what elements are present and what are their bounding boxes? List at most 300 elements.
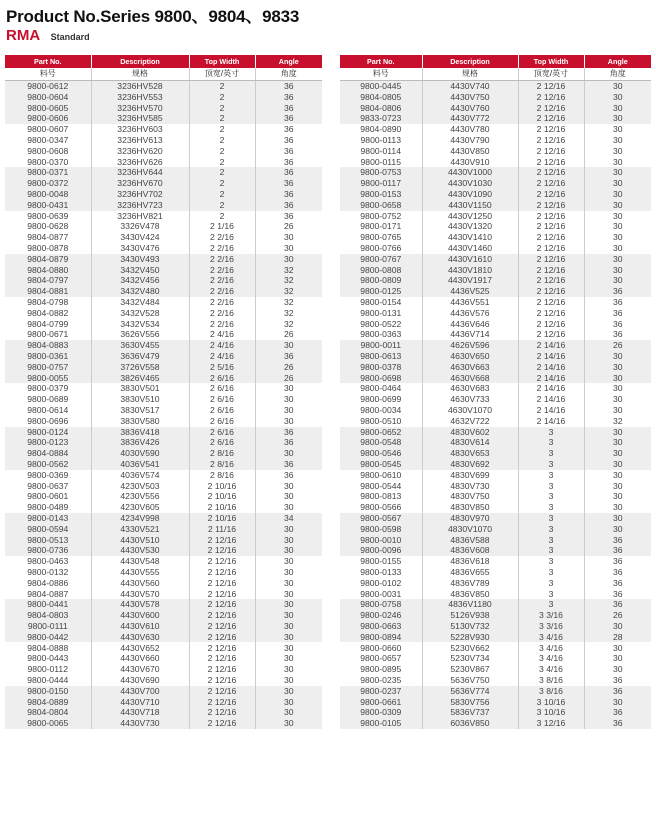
part-no-cell: 9800-0114 (340, 146, 422, 157)
table-row (5, 696, 322, 707)
top-width-cell: 2 (189, 135, 255, 146)
description-cell: 3430V493 (91, 254, 189, 265)
top-width-cell: 2 (189, 157, 255, 168)
table-row (5, 92, 322, 103)
part-no-cell: 9800-0548 (340, 437, 422, 448)
description-cell: 5230V734 (422, 653, 518, 664)
description-cell: 3236HV570 (91, 103, 189, 114)
description-cell: 3836V426 (91, 437, 189, 448)
part-no-cell: 9800-0894 (340, 632, 422, 643)
part-no-cell: 9800-0133 (340, 567, 422, 578)
table-row (340, 642, 651, 653)
col-subheader-angle: 角度 (255, 68, 322, 81)
spec-table-right (340, 55, 651, 729)
description-cell: 4436V551 (422, 297, 518, 308)
part-no-cell: 9800-0545 (340, 459, 422, 470)
part-no-cell: 9800-0628 (5, 221, 91, 232)
angle-cell: 26 (283, 221, 294, 232)
angle-cell: 30 (255, 621, 322, 632)
description-cell: 4430V600 (91, 610, 189, 621)
description-cell: 4430V1610 (422, 254, 518, 265)
angle-cell: 30 (283, 243, 294, 254)
col-subheader-part-no: 料号 (340, 68, 422, 81)
description-cell: 4430V710 (91, 696, 189, 707)
top-width-cell: 2 12/16 (189, 545, 255, 556)
top-width-cell: 3 (518, 513, 584, 524)
table-row (340, 254, 651, 265)
part-no-cell: 9800-0112 (5, 664, 91, 675)
part-no-cell: 9800-0102 (340, 578, 422, 589)
description-cell: 4430V718 (91, 707, 189, 718)
angle-cell: 36 (283, 145, 294, 156)
description-cell: 3830V580 (91, 416, 189, 427)
table-row (340, 243, 651, 254)
top-width-cell: 2 (189, 211, 255, 222)
part-no-cell: 9800-0441 (5, 599, 91, 610)
description-cell: 4630V1070 (422, 405, 518, 416)
table-row (340, 221, 651, 232)
part-no-cell: 9800-0105 (340, 718, 422, 729)
table-row (340, 113, 651, 124)
top-width-cell: 2 6/16 (189, 394, 255, 405)
angle-cell: 30 (584, 103, 651, 114)
table-row (5, 513, 322, 524)
top-width-cell: 3 8/16 (518, 686, 584, 697)
top-width-cell: 3 4/16 (518, 642, 584, 653)
description-cell: 4430V555 (91, 567, 189, 578)
top-width-cell: 2 6/16 (189, 383, 255, 394)
angle-cell: 30 (584, 92, 651, 103)
top-width-cell: 2 12/16 (189, 653, 255, 664)
description-cell: 5836V737 (422, 707, 518, 718)
angle-cell: 30 (255, 599, 322, 610)
part-no-cell: 9804-0798 (5, 297, 91, 308)
top-width-cell: 3 (518, 427, 584, 438)
top-width-cell: 2 12/16 (189, 696, 255, 707)
part-no-cell: 9800-0113 (340, 135, 422, 146)
part-no-cell: 9800-0464 (340, 383, 422, 394)
angle-cell: 32 (283, 307, 294, 318)
top-width-cell: 2 8/16 (189, 459, 255, 470)
angle-cell: 30 (255, 448, 322, 459)
description-cell: 4630V668 (422, 373, 518, 384)
top-width-cell: 2 (189, 167, 255, 178)
table-row (340, 470, 651, 481)
table-row (340, 167, 651, 178)
table-row (5, 373, 322, 384)
angle-cell: 30 (283, 556, 294, 567)
part-no-cell: 9800-0431 (5, 200, 91, 211)
description-cell: 4830V850 (422, 502, 518, 513)
description-cell: 4230V503 (91, 480, 189, 491)
description-cell: 4430V1810 (422, 265, 518, 276)
top-width-cell: 3 (518, 491, 584, 502)
description-cell: 4836V618 (422, 556, 518, 567)
description-cell: 3432V450 (91, 265, 189, 276)
angle-cell: 36 (255, 103, 322, 114)
angle-cell: 30 (584, 351, 651, 362)
part-no-cell: 9804-0803 (5, 610, 91, 621)
table-row (5, 707, 322, 718)
part-no-cell: 9800-0444 (5, 675, 91, 686)
description-cell: 3236HV723 (91, 200, 189, 211)
table-row (340, 599, 651, 610)
description-cell: 4230V605 (91, 502, 189, 513)
table-row (5, 448, 322, 459)
part-no-cell: 9800-0661 (340, 696, 422, 707)
description-cell: 4836V1180 (422, 599, 518, 610)
top-width-cell: 3 10/16 (518, 707, 584, 718)
table-row (340, 146, 651, 157)
description-cell: 4430V730 (91, 718, 189, 729)
description-cell: 3236HV553 (91, 92, 189, 103)
angle-cell: 26 (255, 373, 322, 384)
table-row (5, 351, 322, 362)
table-row (5, 686, 322, 697)
angle-cell: 36 (584, 599, 651, 610)
table-row (5, 416, 322, 427)
angle-cell: 30 (255, 254, 322, 265)
angle-cell: 30 (584, 254, 651, 265)
part-no-cell: 9800-0671 (5, 329, 91, 340)
table-row (5, 124, 322, 135)
top-width-cell: 2 (189, 189, 255, 200)
part-no-cell: 9800-0566 (340, 502, 422, 513)
table-row (5, 254, 322, 265)
angle-cell: 36 (255, 351, 322, 362)
part-no-cell: 9800-0055 (5, 373, 91, 384)
part-no-cell: 9800-0489 (5, 502, 91, 513)
col-header-top-width: Top Width (189, 55, 255, 68)
description-cell: 5230V662 (422, 642, 518, 653)
part-no-cell: 9804-0797 (5, 275, 91, 286)
top-width-cell: 2 12/16 (518, 265, 584, 276)
table-row (5, 275, 322, 286)
description-cell: 4430V652 (91, 642, 189, 653)
description-cell: 4430V530 (91, 545, 189, 556)
table-row (340, 556, 651, 567)
part-no-cell: 9800-0235 (340, 675, 422, 686)
part-no-cell: 9800-0544 (340, 480, 422, 491)
part-no-cell: 9800-0522 (340, 319, 422, 330)
table-row (5, 588, 322, 599)
top-width-cell: 2 2/16 (189, 254, 255, 265)
top-width-cell: 2 (189, 200, 255, 211)
table-body-left (5, 81, 322, 729)
table-row (5, 178, 322, 189)
top-width-cell: 3 3/16 (518, 621, 584, 632)
top-width-cell: 2 12/16 (189, 642, 255, 653)
table-row (5, 243, 322, 254)
standard-label: Standard (50, 32, 90, 42)
angle-cell: 30 (584, 696, 651, 707)
top-width-cell: 2 10/16 (189, 513, 255, 524)
part-no-cell: 9800-0736 (5, 545, 91, 556)
table-row (5, 405, 322, 416)
top-width-cell: 2 12/16 (189, 567, 255, 578)
part-no-cell: 9800-0765 (340, 232, 422, 243)
part-no-cell: 9800-0155 (340, 556, 422, 567)
part-no-cell: 9800-0698 (340, 373, 422, 384)
angle-cell: 36 (612, 297, 623, 308)
part-no-cell: 9800-0598 (340, 524, 422, 535)
top-width-cell: 3 (518, 448, 584, 459)
table-row (340, 351, 651, 362)
description-cell: 4430V630 (91, 632, 189, 643)
part-no-cell: 9800-0443 (5, 653, 91, 664)
top-width-cell: 2 (189, 92, 255, 103)
description-cell: 4430V910 (422, 157, 518, 168)
angle-cell: 30 (255, 696, 322, 707)
angle-cell: 30 (612, 124, 623, 135)
top-width-cell: 2 10/16 (189, 480, 255, 491)
angle-cell: 32 (612, 415, 623, 426)
part-no-cell: 9800-0594 (5, 524, 91, 535)
description-cell: 4430V578 (91, 599, 189, 610)
table-row (5, 265, 322, 276)
part-no-cell: 9800-0371 (5, 167, 91, 178)
part-no-cell: 9800-0031 (340, 588, 422, 599)
table-row (340, 459, 651, 470)
top-width-cell: 2 12/16 (518, 254, 584, 265)
table-row (5, 211, 322, 222)
description-cell: 3236HV626 (91, 157, 189, 168)
description-cell: 3236HV585 (91, 113, 189, 124)
top-width-cell: 2 2/16 (189, 232, 255, 243)
description-cell: 4830V692 (422, 459, 518, 470)
description-cell: 4430V510 (91, 534, 189, 545)
top-width-cell: 2 12/16 (189, 588, 255, 599)
angle-cell: 36 (612, 556, 623, 567)
angle-cell: 30 (584, 113, 651, 124)
description-cell: 3236HV702 (91, 189, 189, 200)
table-row (340, 319, 651, 330)
description-cell: 4030V590 (91, 448, 189, 459)
description-cell: 5636V750 (422, 675, 518, 686)
top-width-cell: 2 (189, 103, 255, 114)
table-row (5, 308, 322, 319)
top-width-cell: 2 (189, 81, 255, 92)
description-cell: 5636V774 (422, 686, 518, 697)
table-row (340, 211, 651, 222)
angle-cell: 36 (584, 286, 651, 297)
part-no-cell: 9800-0567 (340, 513, 422, 524)
table-row (5, 200, 322, 211)
description-cell: 4626V596 (422, 340, 518, 351)
table-row (340, 437, 651, 448)
table-row (340, 632, 651, 643)
col-subheader-description: 规格 (91, 68, 189, 81)
part-no-cell: 9800-0658 (340, 200, 422, 211)
col-header-part-no: Part No. (340, 55, 422, 68)
table-row (340, 297, 651, 308)
angle-cell: 36 (612, 577, 623, 588)
table-row (5, 189, 322, 200)
part-no-cell: 9800-0767 (340, 254, 422, 265)
description-cell: 3430V476 (91, 243, 189, 254)
part-no-cell: 9800-0604 (5, 92, 91, 103)
angle-cell: 36 (612, 566, 623, 577)
description-cell: 3236HV528 (91, 81, 189, 92)
description-cell: 5130V732 (422, 621, 518, 632)
table-row (5, 480, 322, 491)
table-row (340, 308, 651, 319)
col-subheader-description: 规格 (422, 68, 518, 81)
description-cell: 3826V465 (91, 373, 189, 384)
description-cell: 4430V772 (422, 113, 518, 124)
part-no-cell: 9800-0699 (340, 394, 422, 405)
top-width-cell: 3 (518, 502, 584, 513)
top-width-cell: 3 8/16 (518, 675, 584, 686)
angle-cell: 30 (283, 491, 294, 502)
table-row (340, 340, 651, 351)
table-row (340, 200, 651, 211)
top-width-cell: 2 4/16 (189, 351, 255, 362)
angle-cell: 30 (612, 664, 623, 675)
description-cell: 4430V670 (91, 664, 189, 675)
top-width-cell: 2 12/16 (518, 211, 584, 222)
angle-cell: 30 (255, 707, 322, 718)
part-no-cell: 9800-0123 (5, 437, 91, 448)
angle-cell: 36 (255, 189, 322, 200)
top-width-cell: 3 (518, 470, 584, 481)
top-width-cell: 2 14/16 (518, 383, 584, 394)
top-width-cell: 2 12/16 (518, 189, 584, 200)
angle-cell: 30 (612, 243, 623, 254)
table-row (5, 113, 322, 124)
description-cell: 4836V588 (422, 534, 518, 545)
top-width-cell: 2 12/16 (189, 556, 255, 567)
part-no-cell: 9800-0246 (340, 610, 422, 621)
angle-cell: 36 (584, 545, 651, 556)
angle-cell: 30 (612, 135, 623, 146)
description-cell: 4630V733 (422, 394, 518, 405)
angle-cell: 36 (283, 135, 294, 146)
angle-cell: 36 (584, 534, 651, 545)
description-cell: 3630V455 (91, 340, 189, 351)
col-subheader-top-width: 顶宽/英寸 (518, 68, 584, 81)
top-width-cell: 3 (518, 567, 584, 578)
description-cell: 4036V541 (91, 459, 189, 470)
part-no-cell: 9800-0639 (5, 211, 91, 222)
top-width-cell: 2 1/16 (189, 221, 255, 232)
top-width-cell: 2 12/16 (518, 232, 584, 243)
top-width-cell: 2 12/16 (518, 178, 584, 189)
part-no-cell: 9800-0117 (340, 178, 422, 189)
col-header-description: Description (91, 55, 189, 68)
description-cell: 4430V1030 (422, 178, 518, 189)
part-no-cell: 9800-0657 (340, 653, 422, 664)
table-row (5, 718, 322, 729)
description-cell: 3726V558 (91, 362, 189, 373)
angle-cell: 30 (612, 502, 623, 513)
angle-cell: 36 (255, 178, 322, 189)
description-cell: 4430V760 (422, 103, 518, 114)
angle-cell: 30 (584, 81, 651, 92)
table-row (5, 103, 322, 114)
table-row (340, 157, 651, 168)
top-width-cell: 2 10/16 (189, 502, 255, 513)
table-row (5, 329, 322, 340)
table-row (5, 664, 322, 675)
part-no-cell: 9800-0608 (5, 146, 91, 157)
top-width-cell: 2 12/16 (518, 221, 584, 232)
table-row (5, 146, 322, 157)
table-row (340, 92, 651, 103)
table-row (5, 362, 322, 373)
description-cell: 4830V970 (422, 513, 518, 524)
table-row (5, 167, 322, 178)
part-no-cell: 9804-0879 (5, 254, 91, 265)
description-cell: 3236HV613 (91, 135, 189, 146)
top-width-cell: 2 (189, 124, 255, 135)
angle-cell: 30 (612, 394, 623, 405)
description-cell: 4430V850 (422, 146, 518, 157)
table-row (5, 502, 322, 513)
angle-cell: 32 (283, 297, 294, 308)
angle-cell: 30 (612, 145, 623, 156)
brand-label: RMA (6, 27, 41, 44)
table-row (5, 675, 322, 686)
table-row (340, 448, 651, 459)
table-row (5, 319, 322, 330)
description-cell: 4430V750 (422, 92, 518, 103)
table-row (340, 103, 651, 114)
part-no-cell: 9800-0652 (340, 427, 422, 438)
angle-cell: 36 (255, 437, 322, 448)
part-no-cell: 9800-0546 (340, 448, 422, 459)
col-header-description: Description (422, 55, 518, 68)
part-no-cell: 9800-0034 (340, 405, 422, 416)
part-no-cell: 9800-0766 (340, 243, 422, 254)
table-row (5, 340, 322, 351)
top-width-cell: 2 12/16 (189, 621, 255, 632)
table-row (340, 480, 651, 491)
part-no-cell: 9800-0610 (340, 470, 422, 481)
top-width-cell: 3 4/16 (518, 653, 584, 664)
part-no-cell: 9800-0372 (5, 178, 91, 189)
description-cell: 3636V479 (91, 351, 189, 362)
part-no-cell: 9800-0370 (5, 157, 91, 168)
description-cell: 4436V646 (422, 319, 518, 330)
table-row (5, 642, 322, 653)
top-width-cell: 2 12/16 (189, 707, 255, 718)
description-cell: 4830V653 (422, 448, 518, 459)
angle-cell: 30 (255, 545, 322, 556)
angle-cell: 32 (255, 286, 322, 297)
top-width-cell: 3 10/16 (518, 696, 584, 707)
part-no-cell: 9800-0605 (5, 103, 91, 114)
top-width-cell: 3 (518, 588, 584, 599)
angle-cell: 26 (283, 329, 294, 340)
top-width-cell: 2 12/16 (518, 275, 584, 286)
table-row (340, 383, 651, 394)
description-cell: 4234V998 (91, 513, 189, 524)
angle-cell: 30 (283, 383, 294, 394)
angle-cell: 36 (612, 329, 623, 340)
table-row (340, 610, 651, 621)
angle-cell: 26 (584, 610, 651, 621)
part-no-cell: 9800-0637 (5, 480, 91, 491)
part-no-cell: 9800-0606 (5, 113, 91, 124)
top-width-cell: 3 (518, 545, 584, 556)
table-row (5, 135, 322, 146)
table-row (5, 221, 322, 232)
part-no-cell: 9804-0884 (5, 448, 91, 459)
angle-cell: 30 (584, 178, 651, 189)
top-width-cell: 2 12/16 (518, 157, 584, 168)
description-cell: 5228V930 (422, 632, 518, 643)
